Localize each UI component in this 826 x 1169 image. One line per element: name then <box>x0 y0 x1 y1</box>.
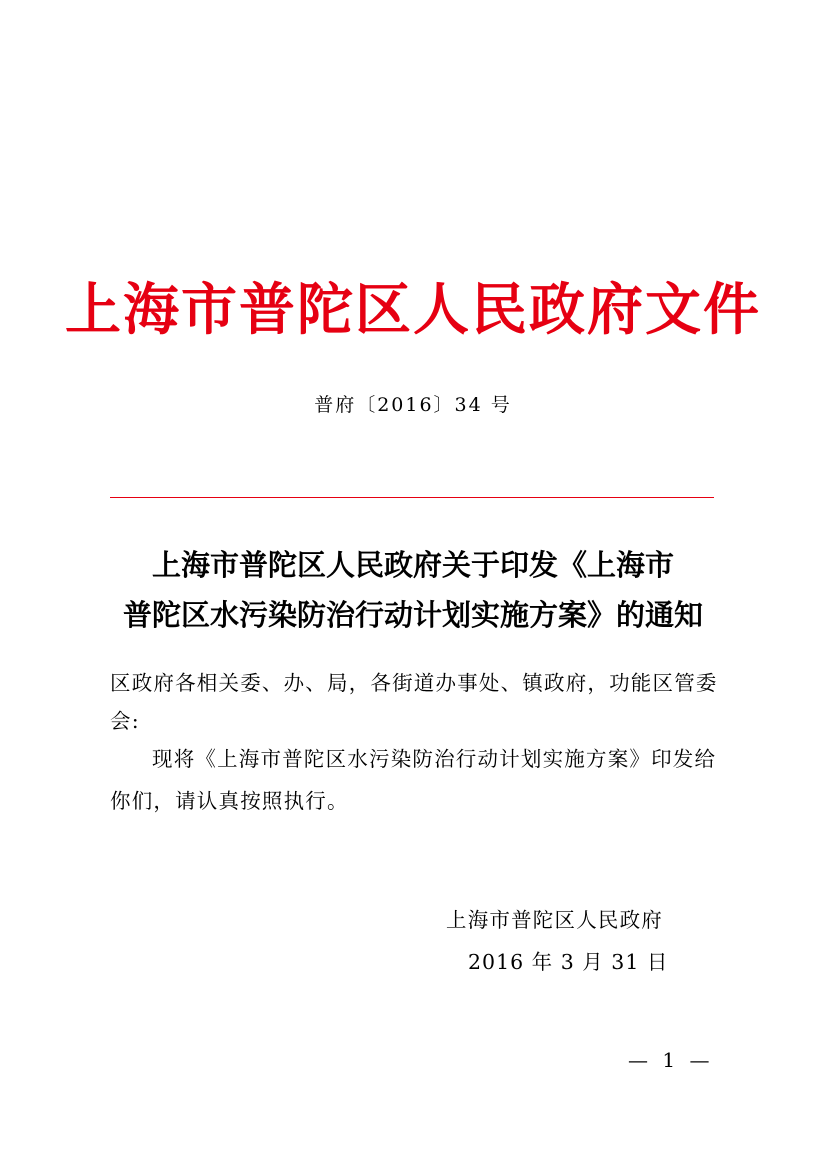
addressee-line-2: 会: <box>110 709 140 733</box>
addressee-line-1: 区政府各相关委、办、局，各街道办事处、镇政府，功能区管委 <box>110 671 718 695</box>
notice-title-line-1: 上海市普陀区人民政府关于印发《上海市 <box>151 548 674 582</box>
issuer-red-title: 上海市普陀区人民政府文件 <box>65 277 761 343</box>
signature-date: 2016 年 3 月 31 日 <box>468 950 669 974</box>
page-number: — 1 — <box>628 1048 714 1072</box>
red-separator-line <box>110 497 714 498</box>
body-paragraph-line-2: 你们，请认真按照执行。 <box>110 789 349 813</box>
body-paragraph-line-1: 现将《上海市普陀区水污染防治行动计划实施方案》印发给 <box>152 747 717 771</box>
signature-organization: 上海市普陀区人民政府 <box>446 908 663 932</box>
notice-title-line-2: 普陀区水污染防治行动计划实施方案》的通知 <box>122 598 703 632</box>
document-number: 普府〔2016〕34 号 <box>314 394 512 416</box>
